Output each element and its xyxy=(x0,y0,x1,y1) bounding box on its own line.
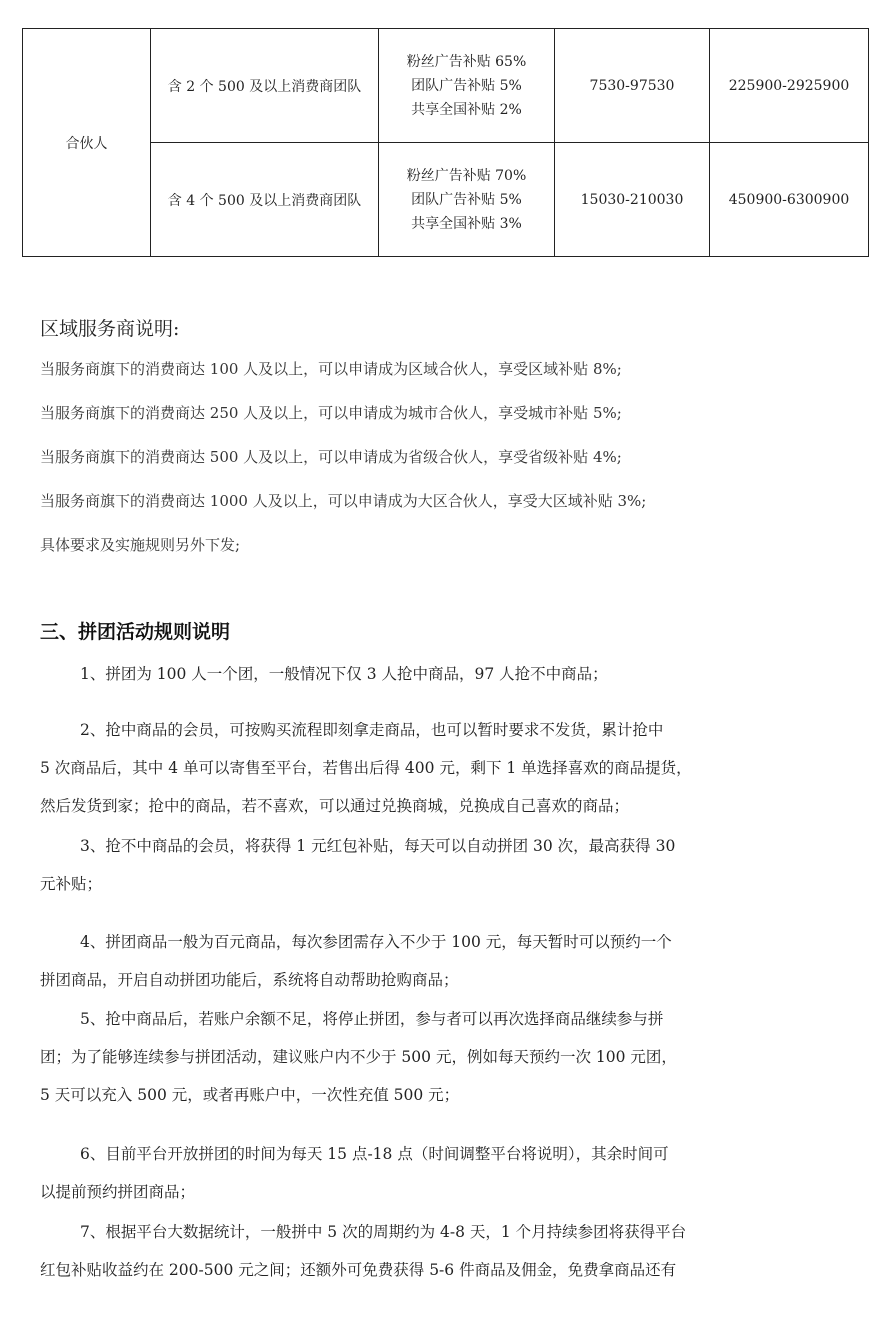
rule-line: 5、抢中商品后，若账户余额不足，将停止拼团，参与者可以再次选择商品继续参与拼 xyxy=(80,1010,664,1028)
rule-paragraph xyxy=(40,827,812,903)
rule-line: 1、拼团为 100 人一个团，一般情况下仅 3 人抢中商品，97 人抢不中商品； xyxy=(80,665,608,683)
rule-line: 团；为了能够连续参与拼团活动，建议账户内不少于 500 元，例如每天预约一次 100 元团， xyxy=(40,1048,677,1066)
subsidy-line: 粉丝广告补贴 70% xyxy=(406,167,527,184)
regional-title: 区域服务商说明: xyxy=(40,318,180,340)
rule-paragraph xyxy=(40,923,812,999)
role-cell: 合伙人 xyxy=(23,29,151,257)
range1-cell: 7530-97530 xyxy=(555,29,710,143)
regional-line: 具体要求及实施规则另外下发; xyxy=(40,536,241,554)
regional-line: 当服务商旗下的消费商达 100 人及以上，可以申请成为区域合伙人，享受区域补贴 8%; xyxy=(40,360,622,378)
table-row xyxy=(23,29,869,143)
range2-cell: 225900-2925900 xyxy=(710,29,869,143)
rule-paragraph xyxy=(40,711,812,825)
subsidy-cell xyxy=(379,143,555,257)
condition-cell: 含 4 个 500 及以上消费商团队 xyxy=(151,143,379,257)
range1-cell: 15030-210030 xyxy=(555,143,710,257)
subsidy-line: 团队广告补贴 5% xyxy=(411,77,522,94)
rule-line: 元补贴； xyxy=(40,875,103,893)
rule-line: 然后发货到家；抢中的商品，若不喜欢，可以通过兑换商城，兑换成自己喜欢的商品； xyxy=(40,797,630,815)
rule-line: 拼团商品，开启自动拼团功能后，系统将自动帮助抢购商品； xyxy=(40,971,459,989)
rule-paragraph xyxy=(40,655,812,693)
rule-line: 6、目前平台开放拼团的时间为每天 15 点-18 点（时间调整平台将说明），其余时间可 xyxy=(80,1145,669,1163)
condition-cell: 含 2 个 500 及以上消费商团队 xyxy=(151,29,379,143)
subsidy-line: 共享全国补贴 3% xyxy=(411,215,522,232)
rule-line: 4、拼团商品一般为百元商品，每次参团需存入不少于 100 元，每天暂时可以预约一个 xyxy=(80,933,672,951)
regional-line: 当服务商旗下的消费商达 1000 人及以上，可以申请成为大区合伙人，享受大区域补贴 3%; xyxy=(40,492,647,510)
rules-heading: 三、拼团活动规则说明 xyxy=(40,621,231,643)
rule-paragraph xyxy=(40,1135,812,1211)
subsidy-line: 粉丝广告补贴 65% xyxy=(406,53,527,70)
rule-line: 3、抢不中商品的会员，将获得 1 元红包补贴，每天可以自动拼团 30 次，最高获得 30 xyxy=(80,837,676,855)
rule-line: 5 次商品后，其中 4 单可以寄售至平台，若售出后得 400 元，剩下 1 单选择喜欢的商品提货， xyxy=(40,759,692,777)
range2-cell: 450900-6300900 xyxy=(710,143,869,257)
rule-line: 7、根据平台大数据统计，一般拼中 5 次的周期约为 4-8 天，1 个月持续参团将获得平台 xyxy=(80,1223,687,1241)
subsidy-cell xyxy=(379,29,555,143)
rule-line: 以提前预约拼团商品； xyxy=(40,1183,196,1201)
rule-line: 5 天可以充入 500 元，或者再账户中，一次性充值 500 元； xyxy=(40,1086,460,1104)
rule-paragraph xyxy=(40,1000,812,1114)
rule-line: 2、抢中商品的会员，可按购买流程即刻拿走商品，也可以暂时要求不发货，累计抢中 xyxy=(80,721,664,739)
partner-table xyxy=(22,28,869,257)
subsidy-line: 团队广告补贴 5% xyxy=(411,191,522,208)
rule-paragraph xyxy=(40,1213,812,1289)
regional-line: 当服务商旗下的消费商达 500 人及以上，可以申请成为省级合伙人，享受省级补贴 4%; xyxy=(40,448,622,466)
subsidy-line: 共享全国补贴 2% xyxy=(411,101,522,118)
rule-line: 红包补贴收益约在 200-500 元之间；还额外可免费获得 5-6 件商品及佣金，免费拿商品还有 xyxy=(40,1261,677,1279)
regional-line: 当服务商旗下的消费商达 250 人及以上，可以申请成为城市合伙人，享受城市补贴 5%; xyxy=(40,404,622,422)
